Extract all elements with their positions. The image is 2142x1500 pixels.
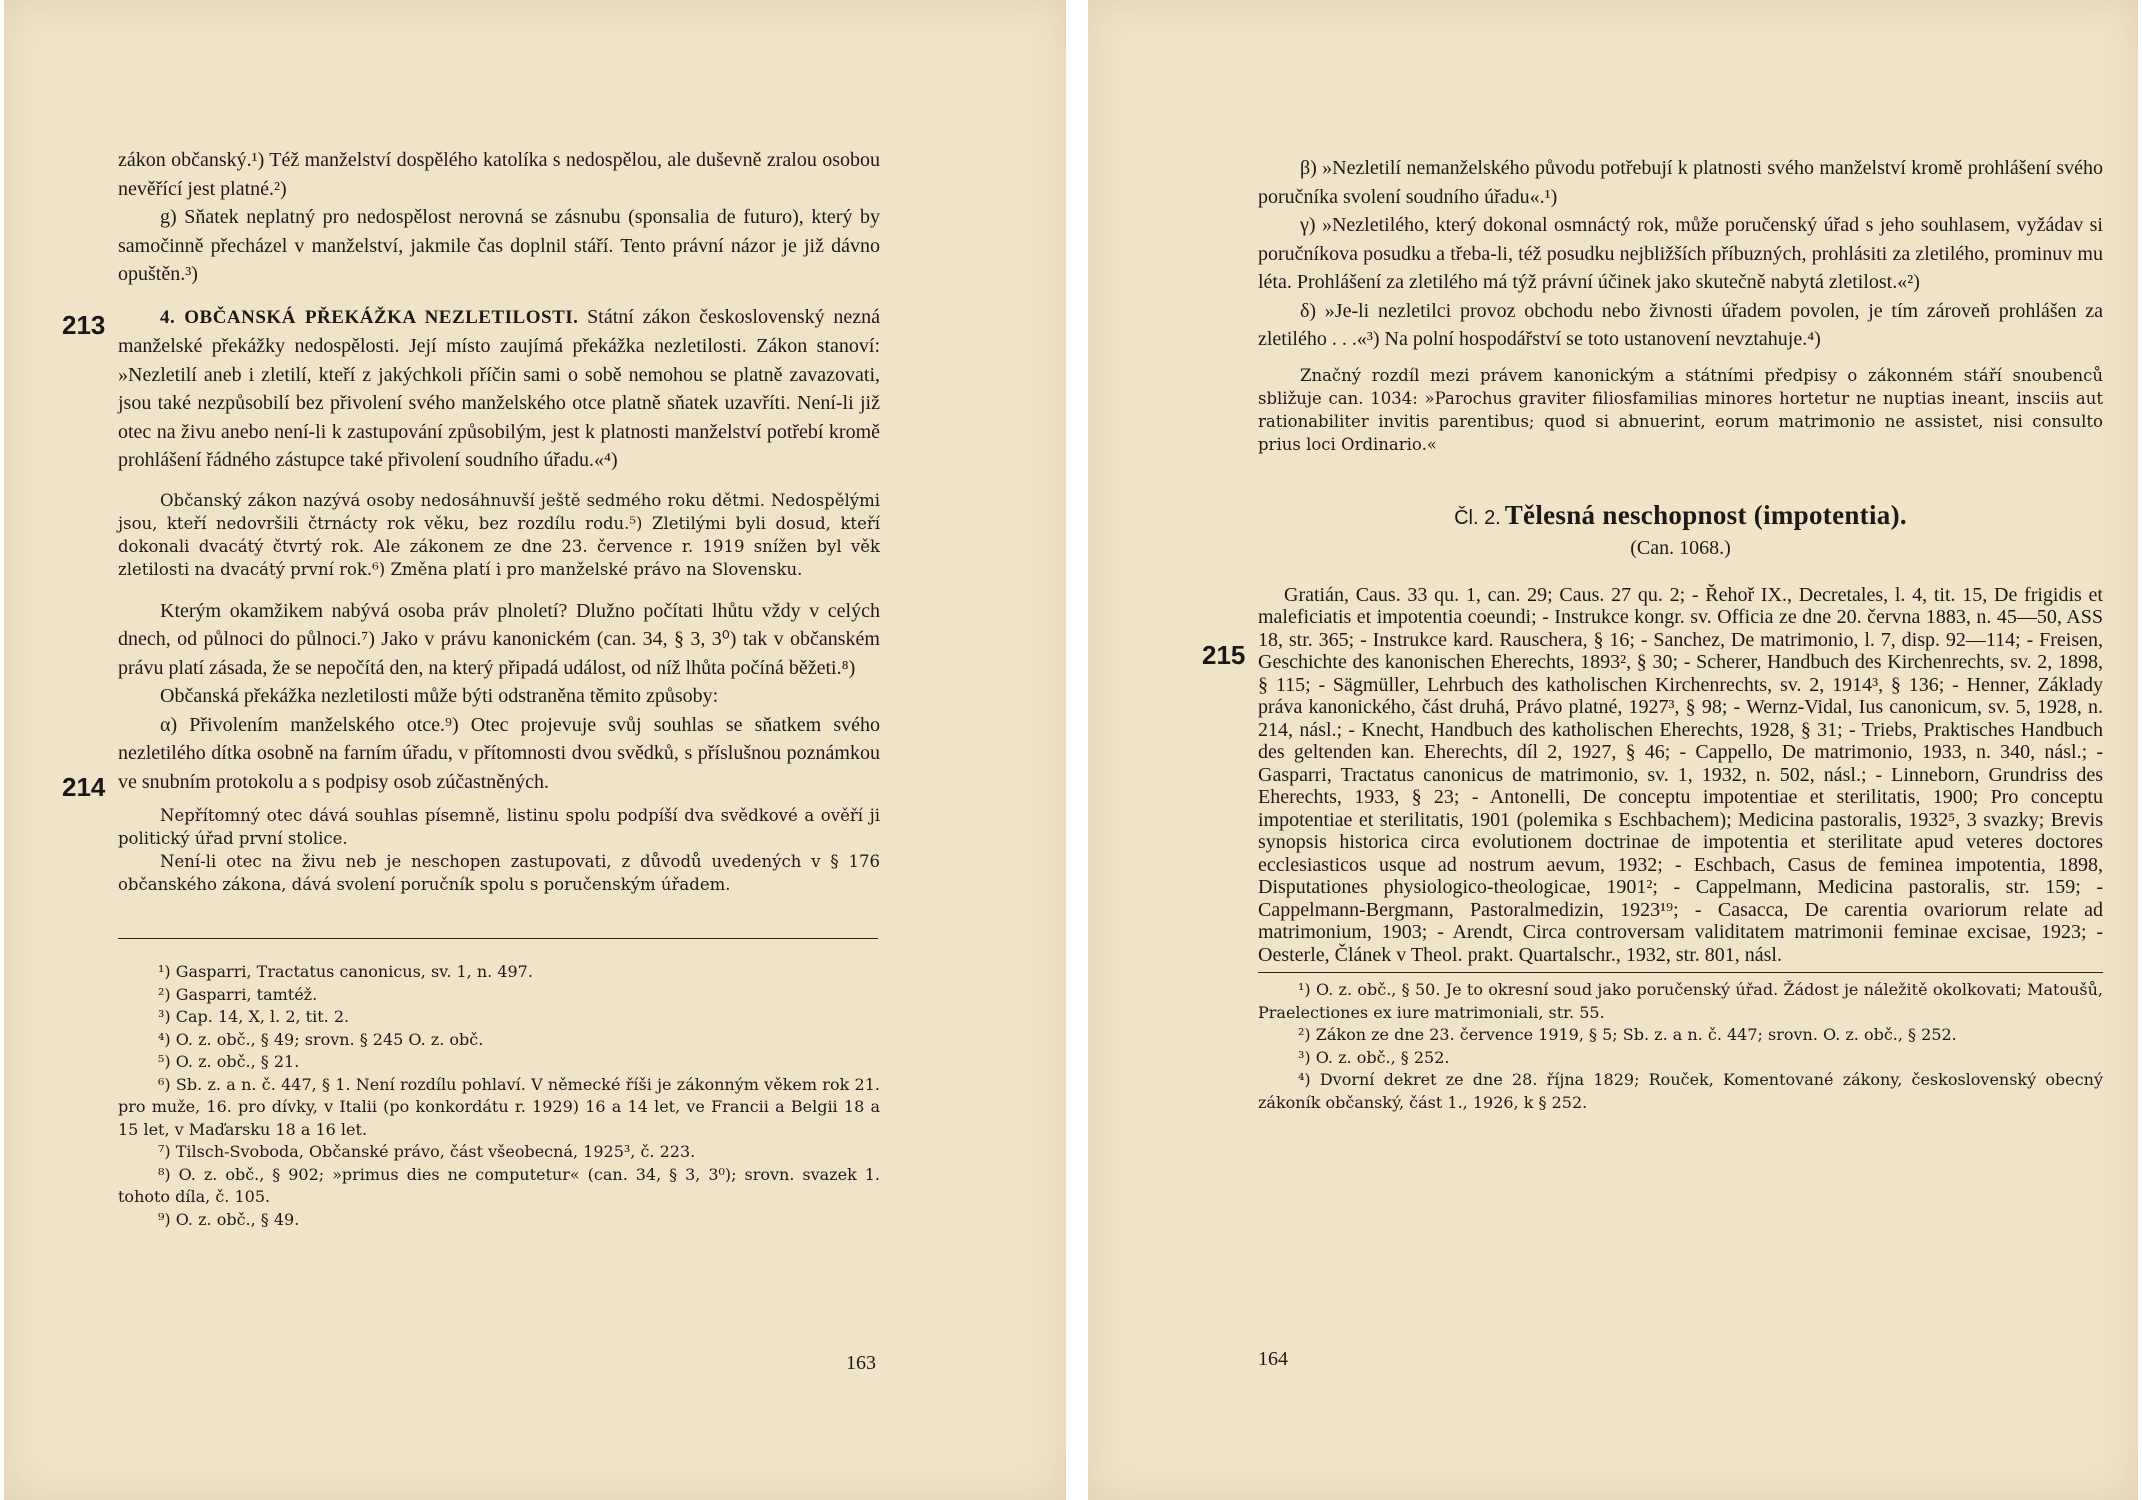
footnote: ²) Zákon ze dne 23. července 1919, § 5; Sb. z. a n. č. 447; srovn. O. z. obč., § 252. (1298, 1025, 1957, 1044)
footnote: ⁷) Tilsch-Svoboda, Občanské právo, část všeobecná, 1925³, č. 223. (158, 1142, 696, 1161)
right-page (1088, 0, 2138, 1500)
footnote-rule (1258, 972, 2103, 973)
footnote: ²) Gasparri, tamtéž. (158, 984, 318, 1004)
footnote: ⁸) O. z. obč., § 902; »primus dies ne computetur« (can. 34, § 3, 3⁰); srovn. svazek 1. tohoto díla, č. 105. (118, 1164, 880, 1206)
section-214-paragraph: Občanská překážka nezletilosti může býti odstraněna těmito způsoby: (160, 685, 719, 707)
footnote: ¹) Gasparri, Tractatus canonicus, sv. 1, n. 497. (158, 962, 533, 981)
footnote: ⁹) O. z. obč., § 49. (158, 1209, 300, 1229)
paragraph: zákon občanský.¹) Též manželství dospělého katolíka s nedospělou, ale duševně zralou osobou nevěřící jest platné.²) (118, 149, 880, 200)
gamma-paragraph: γ) »Nezletilého, který dokonal osmnáctý rok, může poručenský úřad s jeho souhlasem, vyžádav si poručníkova posudku a třeba-li, též posudku nejbližších příbuzných, prohlásiti za zletilého, prominuv mu léta. Prohlášení za zletilého má týž právní účinek jako skutečně nabytá zletilost.«²) (1258, 214, 2103, 293)
footnotes (1258, 979, 2103, 1114)
page-number: 164 (1258, 1348, 1288, 1370)
left-page-content (118, 146, 880, 1231)
note-paragraph: Značný rozdíl mezi právem kanonickým a státními předpisy o zákonném stáří snoubenců sbližuje can. 1034: »Parochus graviter filiosfamilias minores hortetur ne nuptias ineant, insciis aut rationabiliter invitis parentibus; quod si abnuerint, eorum matrimonio ne assistet, nisi consulto prius loci Ordinario.« (1258, 365, 2103, 454)
footnote: ¹) O. z. obč., § 50. Je to okresní soud jako poručenský úřad. Žádost je náležitě okolkovati; Matoušů, Praelectiones ex iure matrimoniali, str. 55. (1258, 980, 2103, 1022)
left-page (4, 0, 1066, 1500)
note-paragraph: Občanský zákon nazývá osoby nedosáhnuvší ještě sedmého roku dětmi. Nedospělými jsou, kteří nedovršili čtrnácty rok věku, bez rozdílu rodu.⁵) Zletilými byli dosud, kteří dokonali dvacátý čtvrtý rok. Ale zákonem ze dne 23. července r. 1919 snížen byl věk zletilosti na dvacátý první rok.⁶) Změna platí i pro manželské právo na Slovensku. (118, 490, 880, 579)
delta-paragraph: δ) »Je-li nezletilci provoz obchodu nebo živnosti úřadem povolen, je tím zároveň prohlášen za zletilého . . .«³) Na polní hospodářství se toto ustanovení nevztahuje.⁴) (1258, 299, 2103, 350)
margin-number-213: 213 (62, 310, 106, 340)
paragraph: Kterým okamžikem nabývá osoba práv plnoletí? Dlužno počítati lhůtu vždy v celých dnech, od půlnoci do půlnoci.⁷) Jako v právu kanonickém (can. 34, § 3, 3⁰) tak v občanském právu platí zásada, že se nepočítá den, na který připadá událost, od níž lhůta počíná běžeti.⁸) (118, 599, 880, 679)
footnote: ⁴) O. z. obč., § 49; srovn. § 245 O. z. obč. (158, 1029, 484, 1049)
footnote: ⁵) O. z. obč., § 21. (158, 1052, 300, 1071)
section-prefix: Čl. 2. (1454, 506, 1501, 529)
right-page-content (1258, 154, 2103, 1114)
section-name: Tělesná neschopnost (impotentia). (1504, 499, 1907, 530)
canon-reference: (Can. 1068.) (1630, 536, 1731, 559)
section-213-paragraph (118, 303, 880, 475)
bibliography: Gratián, Caus. 33 qu. 1, can. 29; Caus. 27 qu. 2; - Řehoř IX., Decretales, l. 4, tit. 15, De frigidis et maleficiatis et impotentia coeundi; - Instrukce kongr. sv. Officia ze dne 20. června 1883, n. 45—50, ASS 18, str. 365; - Instrukce kard. Rauschera, § 16; - Sanchez, De matrimonio, l. 7, disp. 92—114; - Freisen, Geschichte des kanonischen Eherechts, 1893², § 30; - Scherer, Handbuch des Kirchenrechts, sv. 2, 1898, § 115; - Sägmüller, Lehrbuch des katholischen Kirchenrechts, sv. 2, 1914³, § 136; - Henner, Základy práva kanonického, část druhá, Právo platné, 1927³, § 98; - Wernz-Vidal, Ius canonicum, sv. 5, 1928, n. 214, násl.; - Knecht, Handbuch des katholischen Eherechts, 1928, § 31; - Triebs, Praktisches Handbuch des geltenden kan. Eherechts, díl 2, 1927, § 46; - Cappello, De matrimonio, 1933, n. 340, násl.; - Gasparri, Tractatus canonicus de matrimonio, sv. 1, 1932, n. 502, násl.; - Linneborn, Grundriss des Eherechts, 1933, § 23; - Antonelli, De conceptu impotentiae et sterilitatis, 1900; Pro conceptu impotentiae et sterilitatis, 1901 (polemika s Eschbachem); Medicina pastoralis, 1932⁵, 3 svazky; Brevis synopsis historica circa evolutionem doctrinae de impotentia et sterilitate apud veteres doctores ecclesiasticos usque ad nostrum aevum, 1932; - Eschbach, Casus de feminea impotentia, 1898, Disputationes physiologico-theologicae, 1901²; - Cappelmann, Medicina pastoralis, str. 159; - Cappelmann-Bergmann, Pastoralmedizin, 1923¹⁹; - Casacca, De carentia ovariorum relate ad matrimonium, 1903; - Arendt, Circa controversam validitatem matrimonii feminae excisae, 1923; - Oesterle, Článek v Theol. prakt. Quartalschr., 1932, str. 801, násl. (1258, 583, 2103, 966)
footnotes (118, 961, 880, 1231)
margin-number-214: 214 (62, 772, 106, 802)
beta-paragraph: β) »Nezletilí nemanželského původu potřebují k platnosti svého manželství kromě prohlášení svého poručníka svolení soudního úřadu«.¹) (1258, 157, 2103, 208)
footnote: ⁴) Dvorní dekret ze dne 28. října 1829; Rouček, Komentované zákony, československý obecný zákoník občanský, část 1., 1926, k § 252. (1258, 1070, 2103, 1112)
footnote-rule (118, 938, 878, 939)
margin-number-215: 215 (1202, 640, 1246, 670)
section-text: Státní zákon československý nezná manželské překážky nedospělosti. Její místo zaujímá překážka nezletilosti. Zákon stanoví: »Nezletilí aneb i zletilí, kteří z jakýchkoli příčin sami o sobě nemohou se platně zavazovati, jsou také nezpůsobilí bez přivolení svého manželského otce platně sňatek uzavříti. Není-li již otec na živu anebo není-li k zastupování způsobilým, jest k platnosti manželství potřebí kromě prohlášení řádného zástupce také přivolení soudního úřadu.«⁴) (118, 305, 881, 471)
alpha-paragraph: α) Přivolením manželského otce.⁹) Otec projevuje svůj souhlas se sňatkem svého nezletilého dítka osobně na farním úřadu, v přítomnosti dvou svědků, s příslušnou poznámkou ve snubním protokolu a s podpisy osob zúčastněných. (118, 713, 880, 793)
page-number: 163 (846, 1352, 876, 1374)
note-paragraph: Nepřítomný otec dává souhlas písemně, listinu spolu podpíší dva svědkové a ověří ji politický úřad první stolice. (118, 806, 880, 848)
section-heading: 4. OBČANSKÁ PŘEKÁŽKA NEZLETILOSTI. (160, 306, 579, 328)
paragraph: g) Sňatek neplatný pro nedospělost nerovná se zásnubu (sponsalia de futuro), který by samočinně přecházel v manželství, jakmile čas doplnil stáří. Tento právní názor je již dávno opuštěn.³) (118, 206, 880, 285)
footnote: ³) O. z. obč., § 252. (1298, 1047, 1450, 1067)
footnote: ³) Cap. 14, X, l. 2, tit. 2. (158, 1007, 350, 1026)
footnote: ⁶) Sb. z. a n. č. 447, § 1. Není rozdílu pohlaví. V německé říši je zákonným věkem rok 21. pro muže, 16. pro dívky, v Italii (po konkordátu r. 1929) 16 a 14 let, ve Francii a Belgii 18 a 15 let, v Maďarsku 18 a 16 let. (118, 1074, 880, 1139)
section-title (1258, 500, 2103, 531)
note-paragraph: Není-li otec na živu neb je neschopen zastupovati, z důvodů uvedených v § 176 občanského zákona, dává svolení poručník spolu s poručenským úřadem. (118, 852, 880, 894)
